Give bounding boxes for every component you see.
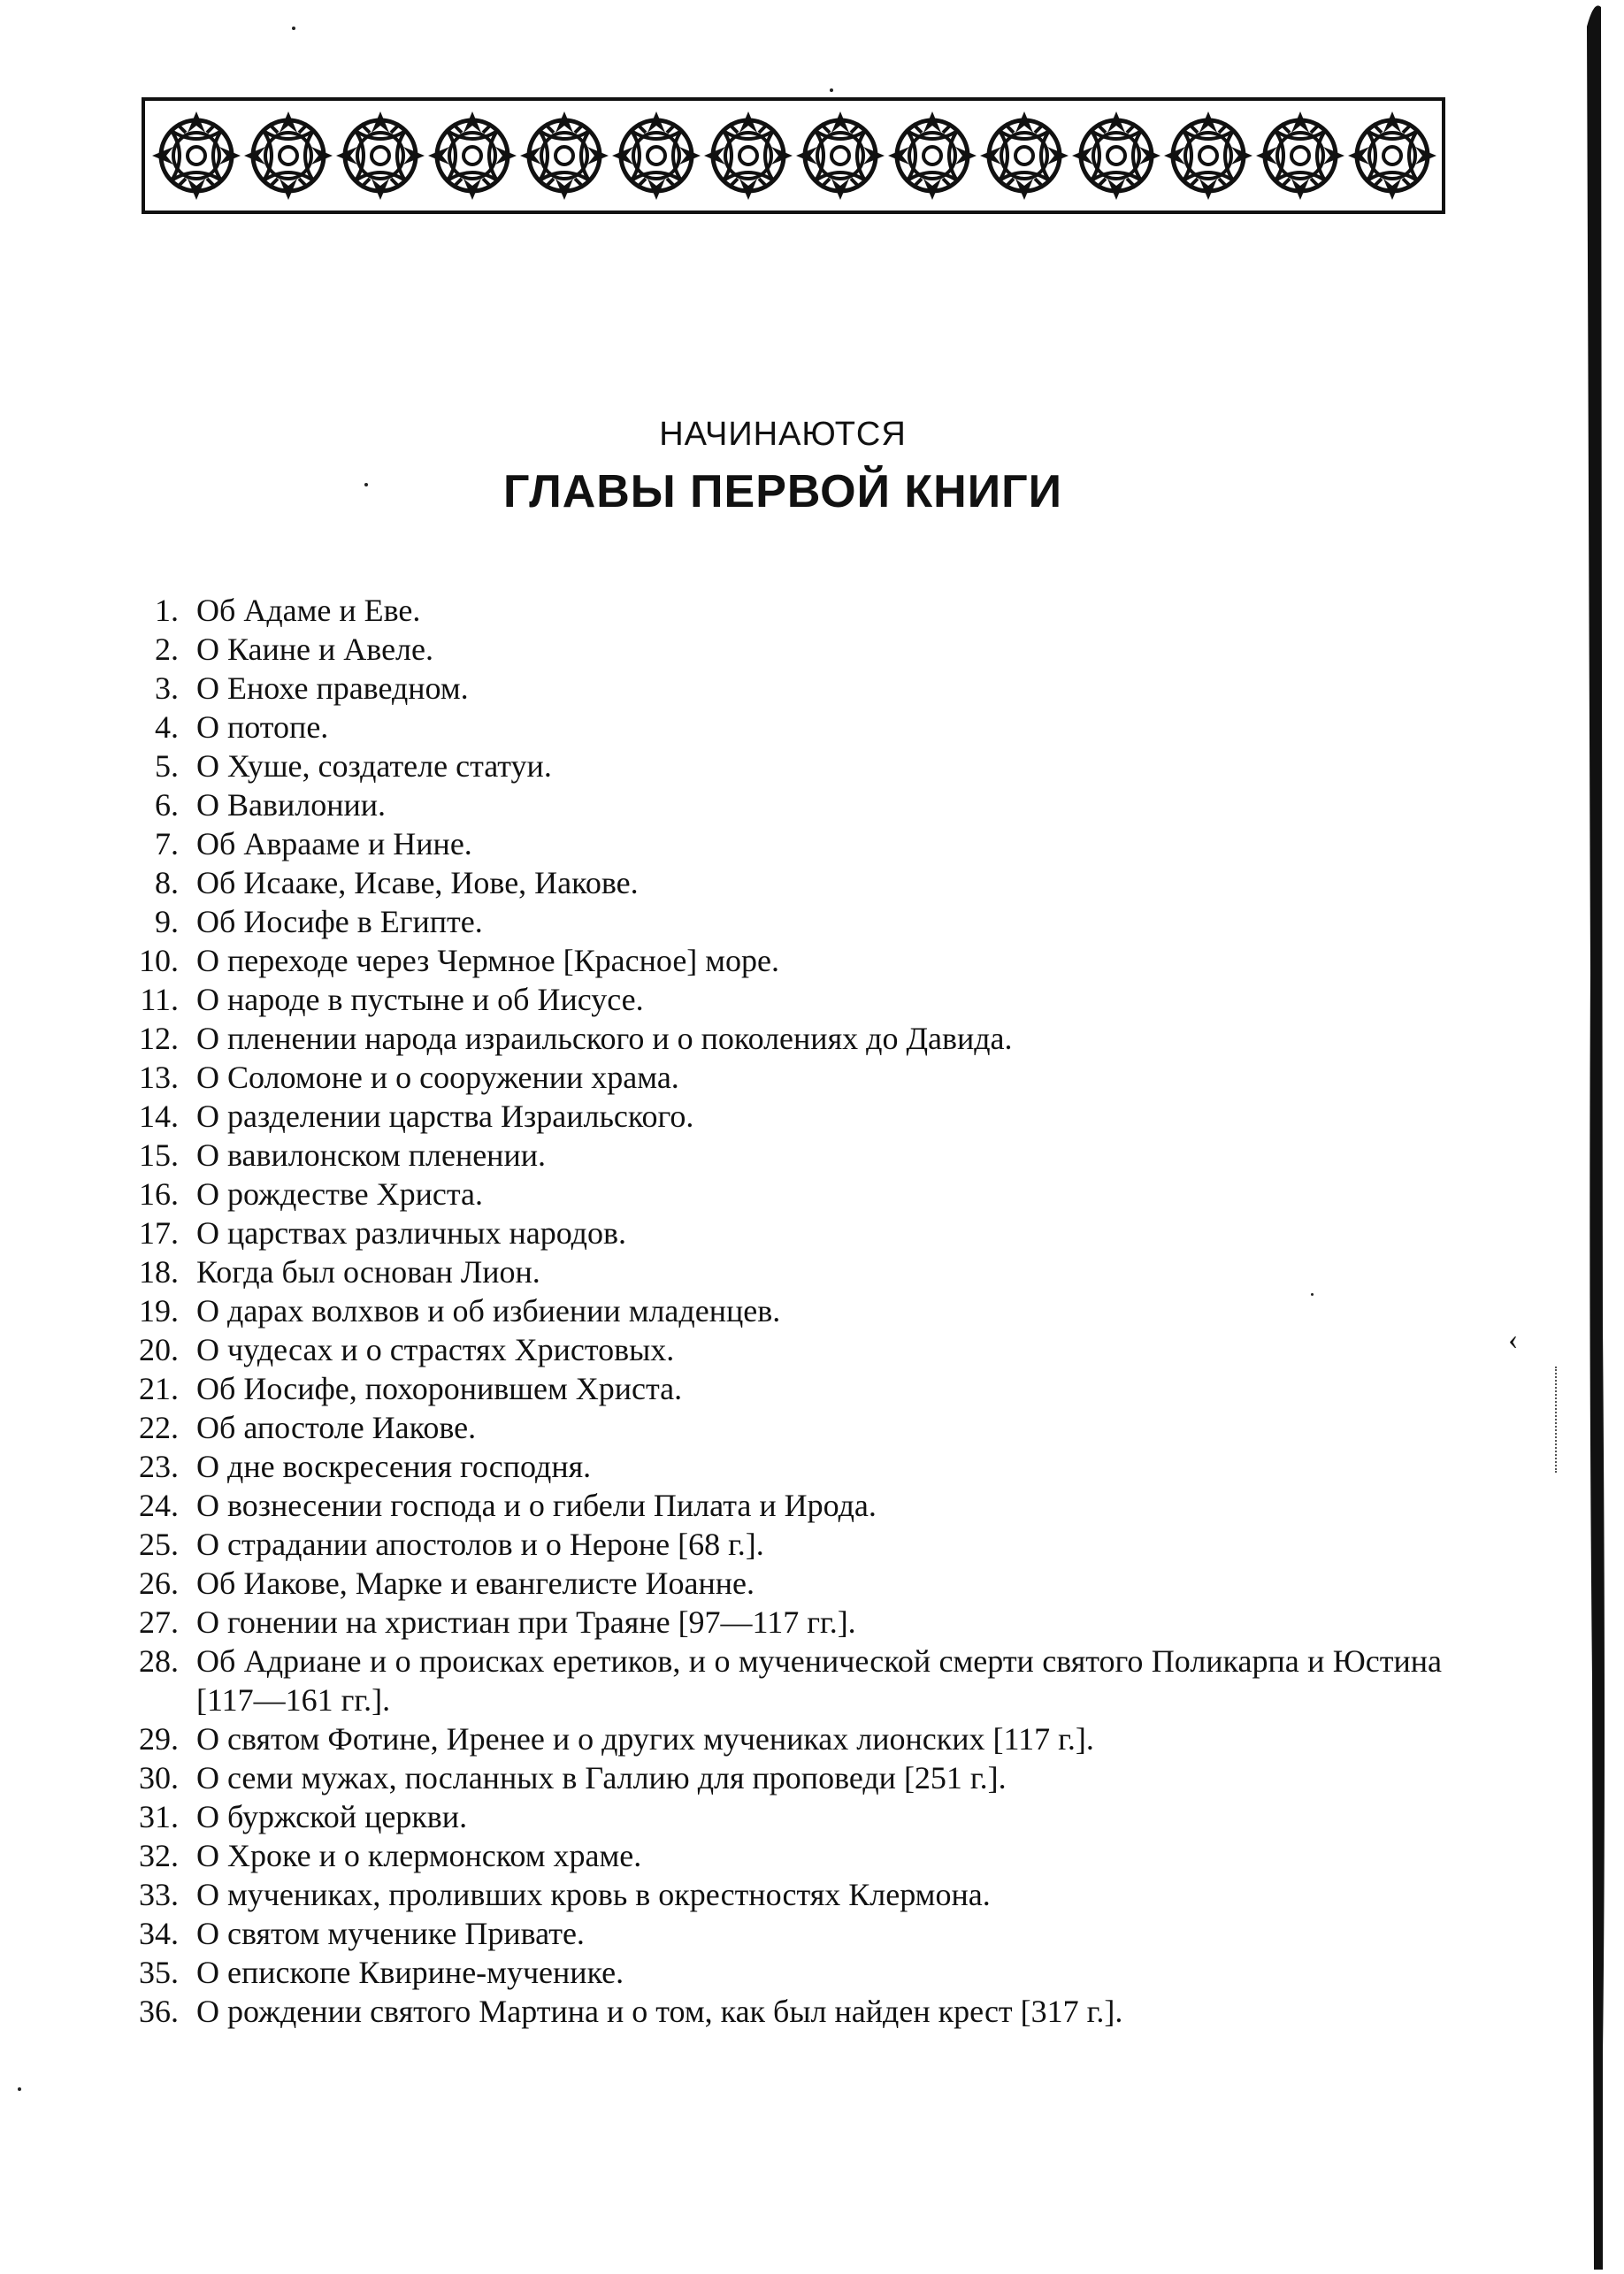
chapter-item [124,669,1442,708]
chapter-title: Об Адаме и Еве. [196,593,421,628]
chapter-item [124,1525,1442,1564]
chapter-item [124,1447,1442,1486]
chapter-number: 32. [139,1838,179,1873]
chapter-number: 18. [139,1254,179,1290]
chapter-title: Об Иосифе в Египте. [196,904,483,939]
chapter-number: 36. [139,1994,179,2029]
chapter-number: 13. [139,1060,179,1095]
chapter-title: О переходе через Чермное [Красное] море. [196,943,780,978]
chapter-number: 11. [140,982,179,1017]
chapter-item [124,785,1442,824]
chapter-item [124,1408,1442,1447]
chapter-title: О чудесах и о страстях Христовых. [196,1332,675,1367]
chapter-title: Об Иакове, Марке и евангелисте Иоанне. [196,1566,755,1601]
chapter-item [124,1953,1442,1992]
chapter-title: О епископе Квирине-мученике. [196,1955,624,1990]
decorative-ornament-band [142,97,1445,214]
chapter-item [124,1719,1442,1758]
chapter-title: Когда был основан Лион. [196,1254,540,1290]
chapter-number: 6. [155,787,179,823]
chapter-item [124,1252,1442,1291]
chapter-number: 1. [155,593,179,628]
chapter-number: 28. [139,1643,179,1679]
chapter-number: 20. [139,1332,179,1367]
chapter-item [124,1369,1442,1408]
chapter-number: 12. [139,1021,179,1056]
chapter-item [124,1019,1442,1058]
chapter-item [124,1058,1442,1097]
chapter-item [124,1486,1442,1525]
chapter-number: 17. [139,1215,179,1251]
heading-subtitle: НАЧИНАЮТСЯ [659,416,907,453]
chapter-item [124,902,1442,941]
chapter-title: О дарах волхвов и об избиении младенцев. [196,1293,781,1328]
chapter-number: 30. [139,1760,179,1795]
chapter-title: О разделении царства Израильского. [196,1099,694,1134]
chapter-item [124,1175,1442,1214]
chapter-item [124,1758,1442,1797]
chapter-title: О царствах различных народов. [196,1215,626,1251]
chapter-item [124,1097,1442,1136]
chapter-title: Об Иосифе, похоронившем Христа. [196,1371,683,1406]
scan-speck [18,2087,21,2091]
chapter-item [124,1992,1442,2031]
chapter-item [124,591,1442,630]
chapter-title: Об апостоле Иакове. [196,1410,477,1445]
chapter-number: 8. [155,865,179,900]
chapter-title: О Соломоне и о сооружении храма. [196,1060,679,1095]
chapter-item [124,1330,1442,1369]
chapter-title: О народе в пустыне и об Иисусе. [196,982,644,1017]
chapter-number: 34. [139,1916,179,1951]
chapter-title: О Хуше, создателе статуи. [196,748,552,784]
chapter-item [124,1564,1442,1603]
chapter-item [124,1603,1442,1642]
chapter-title: О пленении народа израильского и о поколениях до Давида. [196,1021,1013,1056]
chapter-title: Об Исааке, Исаве, Иове, Иакове. [196,865,639,900]
chapter-number: 26. [139,1566,179,1601]
chapter-item [124,1214,1442,1252]
chapter-title: О семи мужах, посланных в Галлию для проповеди [251 г.]. [196,1760,1007,1795]
chapter-item [124,1836,1442,1875]
heading-title: ГЛАВЫ ПЕРВОЙ КНИГИ [503,466,1062,517]
chapter-title: О Каине и Авеле. [196,632,433,667]
chapter-title: О вознесении господа и о гибели Пилата и Ирода. [196,1488,877,1523]
chapter-number: 22. [139,1410,179,1445]
chapter-number: 14. [139,1099,179,1134]
chapter-number: 24. [139,1488,179,1523]
ornament-motifs [152,111,1436,200]
chapter-number: 21. [139,1371,179,1406]
chapter-item [124,1642,1442,1719]
chapter-list [124,591,1442,2031]
chapter-number: 25. [139,1527,179,1562]
chapter-item [124,1914,1442,1953]
chapter-item [124,1291,1442,1330]
chapter-number: 27. [139,1604,179,1640]
chapter-title: О святом Фотине, Иренее и о других мучениках лионских [117 г.]. [196,1721,1094,1757]
chapter-number: 3. [155,670,179,706]
chapter-title: О буржской церкви. [196,1799,468,1834]
chapter-title: О святом мученике Привате. [196,1916,585,1951]
chapter-item [124,1797,1442,1836]
chapter-title: О Хроке и о клермонском храме. [196,1838,642,1873]
chapter-number: 19. [139,1293,179,1328]
chapter-item [124,630,1442,669]
chapter-item [124,747,1442,785]
chapter-title: О гонении на христиан при Траяне [97—117 гг.]. [196,1604,856,1640]
chapter-title: О потопе. [196,709,329,745]
chapter-item [124,1136,1442,1175]
scan-artifact [1555,1367,1560,1473]
knotwork-pattern [150,106,1436,205]
chapter-number: 29. [139,1721,179,1757]
chapter-number: 5. [155,748,179,784]
chapter-title: О дне воскресения господня. [196,1449,592,1484]
chapter-title: О Енохе праведном. [196,670,469,706]
chapter-number: 31. [139,1799,179,1834]
chapter-title: О рождестве Христа. [196,1176,484,1212]
chapter-item [124,708,1442,747]
chapter-item [124,863,1442,902]
chapter-title: О рождении святого Мартина и о том, как был найден крест [317 г.]. [196,1994,1123,2029]
chapter-number: 33. [139,1877,179,1912]
chapter-number: 16. [139,1176,179,1212]
chapter-title: О Вавилонии. [196,787,387,823]
chapter-number: 15. [139,1137,179,1173]
chapter-title: Об Адриане и о происках еретиков, и о мученической смерти святого Поликарпа и Юстина [117—161 гг.]. [196,1643,1442,1718]
scan-binding-edge [1582,0,1613,2270]
stray-mark: ‹ [1508,1323,1519,1356]
chapter-number: 9. [155,904,179,939]
chapter-number: 35. [139,1955,179,1990]
scan-speck [292,27,295,30]
chapter-number: 10. [139,943,179,978]
chapter-title: Об Аврааме и Нине. [196,826,472,861]
chapter-item [124,980,1442,1019]
chapter-number: 23. [139,1449,179,1484]
scan-speck [830,88,833,92]
chapter-title: О страдании апостолов и о Нероне [68 г.]. [196,1527,764,1562]
chapter-title: О мучениках, проливших кровь в окрестностях Клермона. [196,1877,991,1912]
chapter-number: 4. [155,709,179,745]
chapter-item [124,824,1442,863]
chapter-item [124,941,1442,980]
chapter-number: 7. [155,826,179,861]
chapter-item [124,1875,1442,1914]
chapter-number: 2. [155,632,179,667]
chapter-title: О вавилонском пленении. [196,1137,546,1173]
